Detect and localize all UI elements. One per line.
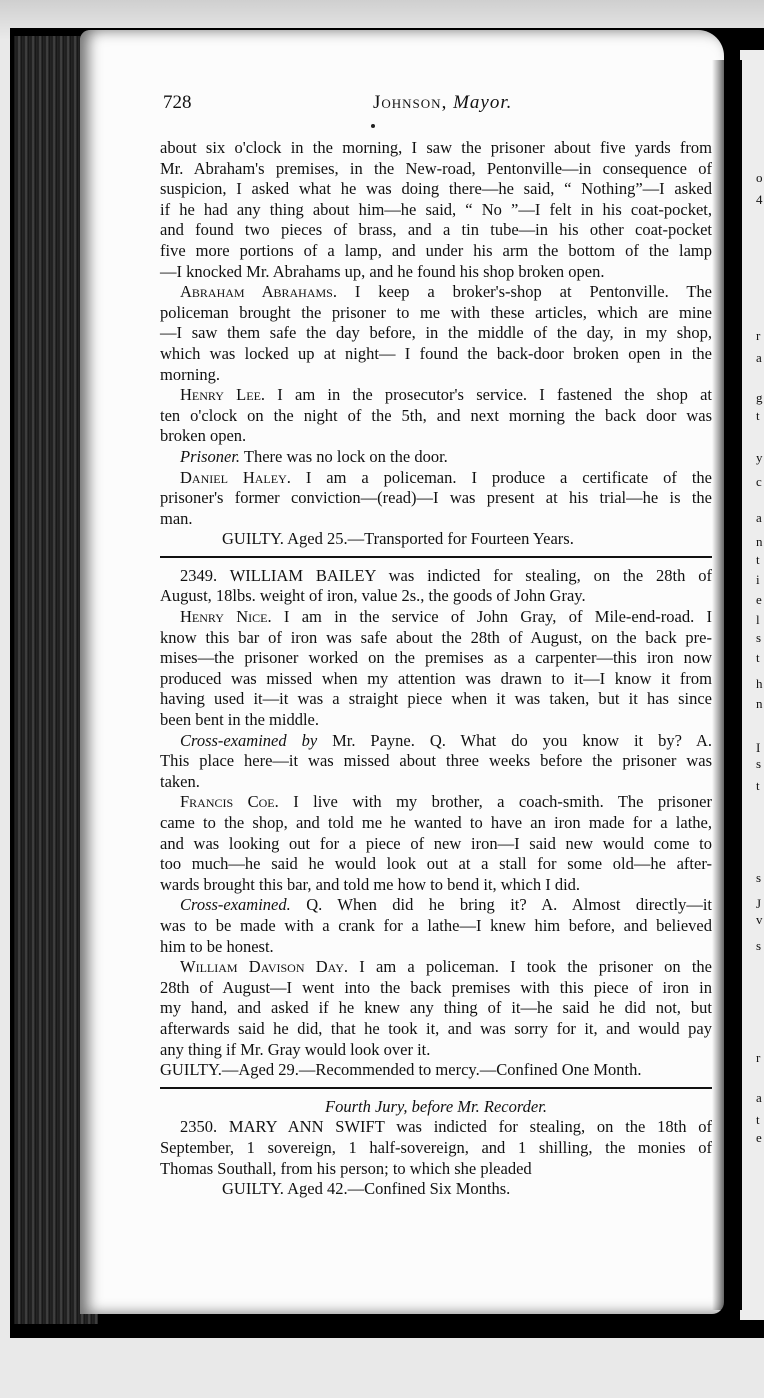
facing-page-letter: n	[756, 696, 763, 711]
line-text: Thomas Southall, from his person; to which she pleaded	[160, 1158, 532, 1178]
facing-page-letter: n	[756, 534, 763, 549]
facing-page-letter: t	[756, 552, 760, 567]
facing-page-letter: I	[756, 740, 761, 755]
line-text: him to be honest.	[160, 936, 274, 956]
facing-page-letter: s	[756, 870, 762, 885]
facing-page-letter: i	[756, 572, 760, 587]
text-line	[160, 1097, 712, 1118]
text-line	[160, 365, 712, 386]
section-rule	[160, 1087, 712, 1089]
facing-page-letter: c	[756, 474, 762, 489]
text-line	[160, 1179, 712, 1200]
running-head	[373, 92, 512, 114]
line-text: I am in the service of John Gray, of Mile-end-road. I	[271, 607, 712, 627]
text-line	[160, 385, 712, 406]
text-line	[160, 509, 712, 530]
line-text: I am a policeman. I took the prisoner on the	[348, 957, 712, 977]
line-text: 2349. WILLIAM BAILEY was indicted for stealing, on the 28th of	[180, 565, 712, 585]
facing-page-letter: e	[756, 592, 762, 607]
speaker-name: William Davison Day.	[180, 957, 349, 977]
text-line	[160, 957, 712, 978]
facing-page-letter: g	[756, 390, 763, 405]
text-line	[160, 834, 712, 855]
italic-label: Prisoner.	[180, 446, 241, 466]
text-line	[160, 978, 712, 999]
text-line	[160, 344, 712, 365]
facing-page-letter: s	[756, 756, 762, 771]
line-text: which was locked up at night— I found the back-door broken open in the	[160, 343, 712, 363]
line-text: This place here—it was missed about three weeks before the prisoner was	[160, 751, 712, 771]
text-line	[160, 751, 712, 772]
line-text: GUILTY. Aged 42.—Confined Six Months.	[222, 1179, 511, 1199]
text-line	[160, 468, 712, 489]
text-line	[160, 406, 712, 427]
line-text: been bent in the middle.	[160, 710, 319, 730]
text-line	[160, 303, 712, 324]
text-line	[160, 937, 712, 958]
text-line	[160, 426, 712, 447]
line-text: I keep a broker's-shop at Pentonville. The	[336, 282, 712, 302]
text-line	[160, 710, 712, 731]
line-text: man.	[160, 508, 193, 528]
italic-label: Cross-examined by	[180, 730, 318, 750]
text-line	[160, 628, 712, 649]
text-line	[160, 488, 712, 509]
text-line	[160, 447, 712, 468]
text-line	[160, 1060, 712, 1081]
line-text: having used it—it was a straight piece when it was taken, but it has since	[160, 689, 712, 709]
text-line	[160, 1040, 712, 1061]
facing-page-letter: s	[756, 630, 762, 645]
text-line	[160, 1117, 712, 1138]
facing-page-letter: t	[756, 1112, 760, 1127]
line-text: morning.	[160, 364, 221, 384]
line-text: my hand, and asked if he knew any thing of it—he said he did not, but	[160, 998, 712, 1018]
line-text: —I knocked Mr. Abrahams up, and he found his shop broken open.	[160, 261, 605, 281]
section-rule	[160, 556, 712, 558]
line-text: produced was missed when my attention was drawn to it—I know it from	[160, 668, 712, 688]
text-line	[160, 854, 712, 875]
text-line	[160, 138, 712, 159]
text-line	[160, 669, 712, 690]
line-text: any thing if Mr. Gray would look over it.	[160, 1039, 431, 1059]
facing-page-letter: y	[756, 450, 763, 465]
text-line	[160, 179, 712, 200]
text-line	[160, 792, 712, 813]
speaker-name: Daniel Haley.	[180, 467, 291, 487]
text-line	[160, 529, 712, 550]
facing-page-letter: a	[756, 510, 762, 525]
text-line	[160, 241, 712, 262]
facing-page-letter: e	[756, 1130, 762, 1145]
text-line	[160, 1159, 712, 1180]
text-line	[160, 772, 712, 793]
line-text: broken open.	[160, 426, 247, 446]
line-text: mises—the prisoner worked on the premises as a carpenter—this iron now	[160, 648, 712, 668]
line-text: about six o'clock in the morning, I saw the prisoner about five yards from	[160, 138, 712, 157]
line-text: 2350. MARY ANN SWIFT was indicted for stealing, on the 18th of	[180, 1117, 712, 1137]
speaker-name: Henry Nice.	[180, 607, 272, 627]
text-line	[160, 323, 712, 344]
text-line	[160, 648, 712, 669]
line-text: suspicion, I asked what he was doing there—he said, “ Nothing”—I asked	[160, 179, 712, 199]
text-line	[160, 220, 712, 241]
header-ornament	[371, 124, 375, 128]
facing-page-letter: v	[756, 912, 763, 927]
text-line	[160, 1019, 712, 1040]
text-line	[160, 200, 712, 221]
line-text: was to be made with a crank for a lathe—I knew him before, and believed	[160, 915, 712, 935]
text-line	[160, 689, 712, 710]
facing-page-letter: t	[756, 650, 760, 665]
facing-page-letter: l	[756, 612, 760, 627]
text-line	[160, 262, 712, 283]
running-head-title: Mayor.	[453, 92, 513, 113]
line-text: August, 18lbs. weight of iron, value 2s., the goods of John Gray.	[160, 586, 586, 606]
line-text: too much—he said he would look out at a stall for some old—he after-	[160, 854, 712, 874]
facing-page-letter: J	[756, 896, 762, 911]
italic-label: Cross-examined.	[180, 895, 291, 915]
page-header	[163, 92, 703, 116]
facing-page-letter: r	[756, 328, 761, 343]
text-line	[160, 895, 712, 916]
line-text: afterwards said he did, that he took it, and was sorry for it, and would pay	[160, 1018, 712, 1038]
text-line	[160, 282, 712, 303]
line-text: I live with my brother, a coach-smith. The prisoner	[278, 792, 712, 812]
page-gutter-shadow	[712, 60, 742, 1310]
text-line	[160, 731, 712, 752]
facing-page-letter: s	[756, 938, 762, 953]
line-text: five more portions of a lamp, and under his arm the bottom of the lamp	[160, 240, 712, 260]
text-line	[160, 607, 712, 628]
facing-page-letter: h	[756, 676, 763, 691]
line-text: September, 1 sovereign, 1 half-sovereign, and 1 shilling, the monies of	[160, 1137, 712, 1157]
line-text: came to the shop, and told me he wanted to have an iron made for a lathe,	[160, 813, 712, 832]
text-line	[160, 566, 712, 587]
text-line	[160, 159, 712, 180]
line-text: GUILTY.—Aged 29.—Recommended to mercy.—Confined One Month.	[160, 1060, 642, 1080]
line-text: taken.	[160, 771, 200, 791]
line-text: know this bar of iron was safe about the 28th of August, on the back pre-	[160, 627, 712, 647]
line-text: ten o'clock on the night of the 5th, and next morning the back door was	[160, 405, 712, 425]
facing-page-letter: a	[756, 350, 762, 365]
line-text: There was no lock on the door.	[240, 446, 448, 466]
page-number: 728	[163, 92, 192, 113]
line-text: 28th of August—I went into the back premises with this piece of iron in	[160, 977, 712, 997]
facing-page-letter: t	[756, 778, 760, 793]
facing-page-letter: o	[756, 170, 763, 185]
speaker-name: Abraham Abrahams.	[180, 282, 337, 302]
line-text: prisoner's former conviction—(read)—I was present at his trial—he is the	[160, 488, 712, 508]
text-line	[160, 586, 712, 607]
line-text: if he had any thing about him—he said, “ No ”—I felt in his coat-pocket,	[160, 199, 712, 219]
facing-page-fragment	[740, 50, 764, 1320]
line-text: Q. When did he bring it? A. Almost directly—it	[290, 895, 712, 915]
line-text: GUILTY. Aged 25.—Transported for Fourteen Years.	[222, 529, 574, 549]
line-text: I am in the prosecutor's service. I fastened the shop at	[265, 385, 712, 405]
italic-label: Fourth Jury, before Mr. Recorder.	[325, 1096, 547, 1116]
line-text: wards brought this bar, and told me how to bend it, which I did.	[160, 874, 581, 894]
line-text: I am a policeman. I produce a certificate of the	[290, 467, 712, 487]
facing-page-letter: t	[756, 408, 760, 423]
speaker-name: Francis Coe.	[180, 792, 279, 812]
line-text: Mr. Payne. Q. What do you know it by? A.	[317, 730, 712, 750]
line-text: —I saw them safe the day before, in the middle of the day, in my shop,	[160, 323, 712, 343]
line-text: Mr. Abraham's premises, in the New-road, Pentonville—in consequence of	[160, 158, 712, 178]
text-line	[160, 875, 712, 896]
facing-page-letter: a	[756, 1090, 762, 1105]
text-line	[160, 998, 712, 1019]
line-text: and found two pieces of brass, and a tin tube—in his other coat-pocket	[160, 220, 712, 240]
running-head-name: Johnson,	[373, 92, 448, 113]
facing-page-letter: 4	[756, 192, 763, 207]
body-text	[160, 138, 712, 1200]
line-text: policeman brought the prisoner to me with these articles, which are mine	[160, 302, 712, 322]
line-text: and was looking out for a piece of new iron—I said new would come to	[160, 833, 712, 853]
text-line	[160, 916, 712, 937]
text-line	[160, 1138, 712, 1159]
text-line	[160, 813, 712, 834]
facing-page-letter: r	[756, 1050, 761, 1065]
speaker-name: Henry Lee.	[180, 385, 266, 405]
